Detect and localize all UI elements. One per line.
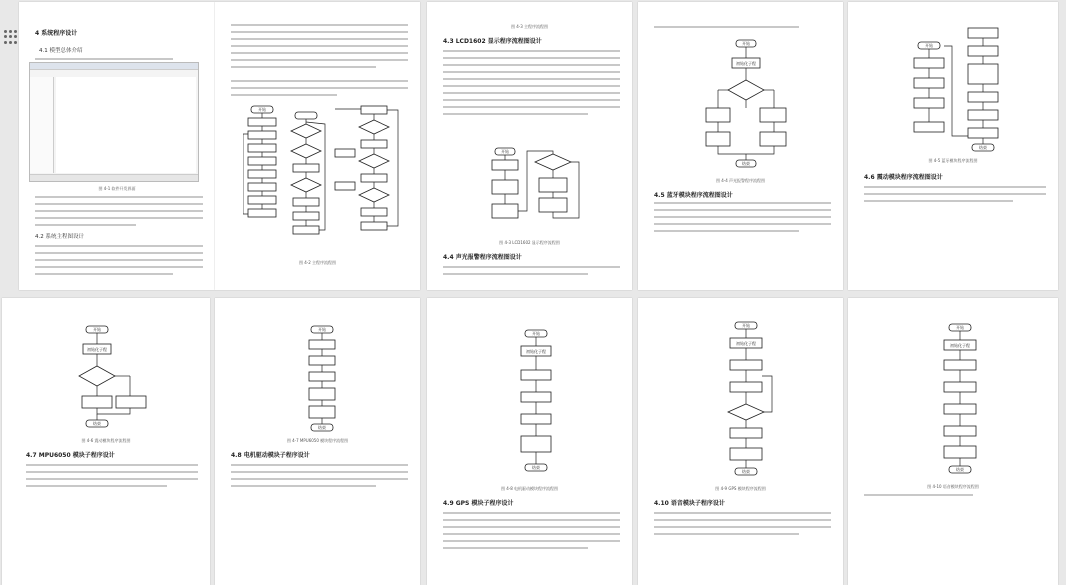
section-heading: 4.9 GPS 模块子程序设计 xyxy=(443,500,514,507)
svg-text:初始化子程: 初始化子程 xyxy=(736,341,756,346)
figure-caption: 图 4-2 主程序流程图 xyxy=(298,260,337,265)
svg-text:结束: 结束 xyxy=(956,467,964,472)
figure-caption: 图 4-7 MPU6050 模块程序流程图 xyxy=(286,438,349,443)
section-heading: 4 系统程序设计 xyxy=(35,30,78,37)
svg-text:开始: 开始 xyxy=(956,325,964,330)
svg-text:开始: 开始 xyxy=(93,327,101,332)
page-8 xyxy=(427,298,632,585)
svg-text:结束: 结束 xyxy=(979,145,987,150)
svg-text:开始: 开始 xyxy=(258,107,266,112)
page-6 xyxy=(2,298,210,585)
svg-text:开始: 开始 xyxy=(925,43,933,48)
section-heading: 4.4 声光报警程序流程图设计 xyxy=(443,254,522,261)
figure-caption: 图 4-5 蓝牙模块程序流程图 xyxy=(928,158,978,163)
page-10 xyxy=(848,298,1058,585)
svg-text:开始: 开始 xyxy=(742,41,750,46)
grid-icon[interactable] xyxy=(4,30,18,44)
svg-text:初始化子程: 初始化子程 xyxy=(950,343,970,348)
page-3 xyxy=(427,2,632,290)
page-5 xyxy=(848,2,1058,290)
section-heading: 4.5 蓝牙模块程序流程图设计 xyxy=(654,192,733,199)
main-flowchart xyxy=(243,104,413,254)
figure-caption: 图 4-4 声光报警程序流程图 xyxy=(715,178,766,183)
section-heading: 4.7 MPU6050 模块子程序设计 xyxy=(26,452,115,459)
svg-text:结束: 结束 xyxy=(742,161,750,166)
svg-text:初始化子程: 初始化子程 xyxy=(736,61,756,66)
figure-caption: 图 4-3 LCD1602 显示程序流程图 xyxy=(499,240,560,245)
page-1 xyxy=(19,2,215,290)
svg-text:结束: 结束 xyxy=(532,465,540,470)
svg-text:初始化子程: 初始化子程 xyxy=(87,347,107,352)
page-7 xyxy=(215,298,420,585)
page-9 xyxy=(638,298,843,585)
svg-text:开始: 开始 xyxy=(501,149,509,154)
figure-caption: 图 4-8 电机驱动模块程序流程图 xyxy=(500,486,559,491)
svg-text:开始: 开始 xyxy=(318,327,326,332)
page-4 xyxy=(638,2,843,290)
section-heading: 4.3 LCD1602 显示程序流程图设计 xyxy=(443,38,542,45)
svg-text:结束: 结束 xyxy=(318,425,326,430)
figure-caption: 图 4-9 GPS 模块程序流程图 xyxy=(715,486,766,491)
svg-text:结束: 结束 xyxy=(742,469,750,474)
section-heading: 4.10 语音模块子程序设计 xyxy=(654,500,725,507)
svg-text:开始: 开始 xyxy=(742,323,750,328)
section-heading: 4.8 电机驱动模块子程序设计 xyxy=(231,452,310,459)
figure-caption: 图 4-3 主程序流程图 xyxy=(510,24,549,29)
page-2 xyxy=(215,2,420,290)
svg-text:初始化子程: 初始化子程 xyxy=(526,349,546,354)
subsection-heading: 4.2 系统主程图设计 xyxy=(35,234,84,240)
figure-caption: 图 4-6 震动模块程序流程图 xyxy=(81,438,131,443)
figure-caption: 图 4-10 语音模块程序流程图 xyxy=(927,484,979,489)
svg-text:开始: 开始 xyxy=(532,331,540,336)
figure-caption: 图 4-1 软件开发界面 xyxy=(98,186,136,191)
svg-text:结束: 结束 xyxy=(93,421,101,426)
subsection-heading: 4.1 模型总体介绍 xyxy=(39,48,83,54)
section-heading: 4.6 震动模块程序流程图设计 xyxy=(864,174,943,181)
